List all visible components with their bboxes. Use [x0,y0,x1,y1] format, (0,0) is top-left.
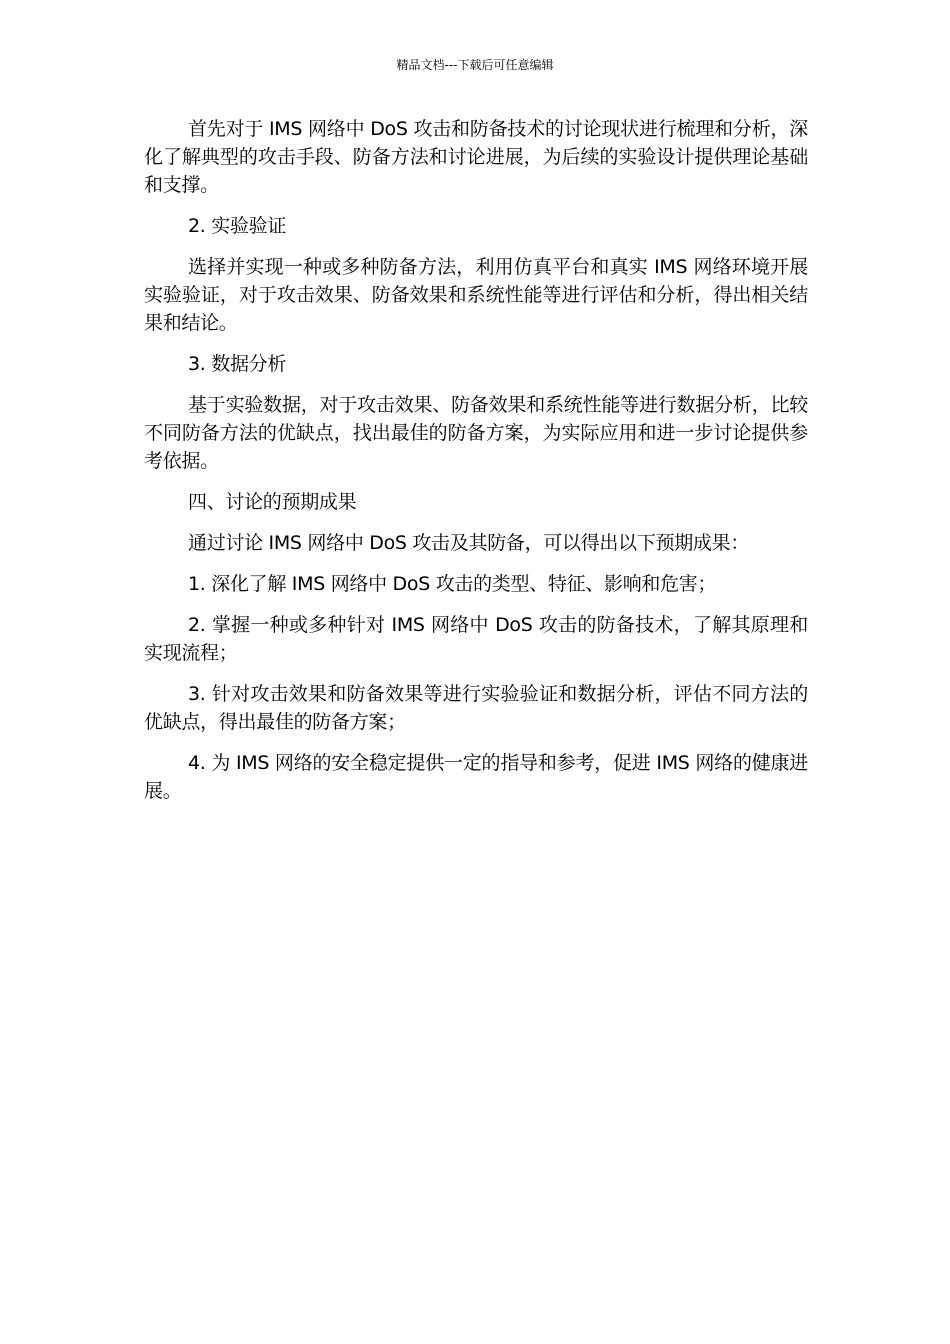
paragraph-research-status: 首先对于 IMS 网络中 DoS 攻击和防备技术的讨论现状进行梳理和分析，深化了解典型的攻击手段、防备方法和讨论进展，为后续的实验设计提供理论基础和支撑。 [144,118,808,196]
list-item-result-3: 3. 针对攻击效果和防备效果等进行实验验证和数据分析，评估不同方法的优缺点，得出最佳的防备方案； [144,683,808,733]
list-item-result-4: 4. 为 IMS 网络的安全稳定提供一定的指导和参考，促进 IMS 网络的健康进展。 [144,752,808,802]
paragraph-data-analysis: 基于实验数据，对于攻击效果、防备效果和系统性能等进行数据分析，比较不同防备方法的优缺点，找出最佳的防备方案，为实际应用和进一步讨论提供参考依据。 [144,394,808,472]
heading-expected-results: 四、讨论的预期成果 [188,491,357,513]
page-header: 精品文档---下载后可任意编辑 [396,58,554,72]
heading-data-analysis: 3. 数据分析 [188,353,287,375]
document-body [144,115,808,805]
heading-experiment-verification: 2. 实验验证 [188,215,287,237]
paragraph-experiment-verification: 选择并实现一种或多种防备方法，利用仿真平台和真实 IMS 网络环境开展实验验证，对于攻击效果、防备效果和系统性能等进行评估和分析，得出相关结果和结论。 [144,256,808,334]
paragraph-expected-results-intro: 通过讨论 IMS 网络中 DoS 攻击及其防备，可以得出以下预期成果： [188,532,750,554]
list-item-result-2: 2. 掌握一种或多种针对 IMS 网络中 DoS 攻击的防备技术，了解其原理和实现流程； [144,614,808,664]
list-item-result-1: 1. 深化了解 IMS 网络中 DoS 攻击的类型、特征、影响和危害； [188,573,717,595]
